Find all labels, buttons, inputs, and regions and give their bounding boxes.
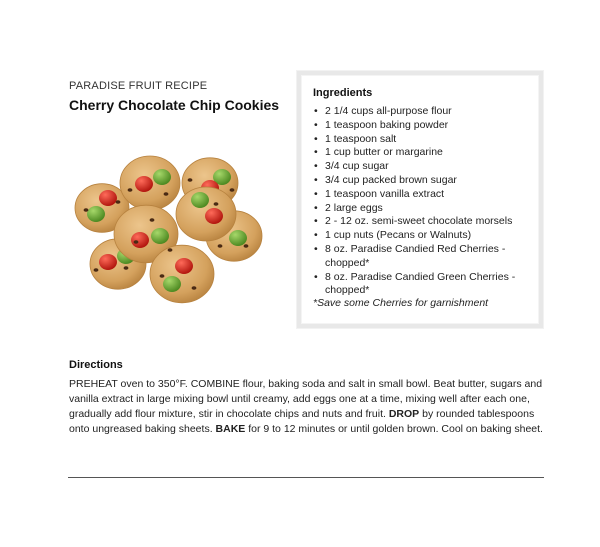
list-item: • 8 oz. Paradise Candied Green Cherries - chopped*: [313, 271, 535, 299]
list-item: • 3/4 cup sugar: [313, 160, 535, 174]
ingredients-list: [313, 105, 535, 298]
green-cherry: [163, 276, 181, 292]
list-item: • 1 teaspoon vanilla extract: [313, 188, 535, 202]
directions-part: by rounded tablespoons onto ungreased baking sheets.: [69, 408, 535, 435]
chocolate-chip: [116, 200, 121, 204]
ingredients-box: [297, 71, 543, 328]
recipe-brand: PARADISE FRUIT RECIPE: [69, 80, 208, 92]
green-cherry: [191, 192, 209, 208]
chocolate-chip: [94, 268, 99, 272]
chocolate-chip: [188, 178, 193, 182]
chocolate-chip: [168, 248, 173, 252]
ingredients-note: *Save some Cherries for garnishment: [313, 297, 489, 309]
red-cherry: [205, 208, 223, 224]
list-item: • 1 teaspoon baking powder: [313, 119, 535, 133]
directions-heading: Directions: [69, 359, 123, 371]
list-item: • 2 - 12 oz. semi-sweet chocolate morsels: [313, 215, 535, 229]
red-cherry: [99, 190, 117, 206]
green-cherry: [87, 206, 105, 222]
list-item: • 1 teaspoon salt: [313, 133, 535, 147]
chocolate-chip: [134, 240, 139, 244]
list-item: • 2 large eggs: [313, 202, 535, 216]
green-cherry: [153, 169, 171, 185]
chocolate-chip: [84, 208, 89, 212]
ingredients-heading: Ingredients: [313, 87, 373, 99]
chocolate-chip: [218, 244, 223, 248]
directions-part: for 9 to 12 minutes or until golden brown. Cool on baking sheet.: [245, 423, 543, 435]
directions-text: [69, 377, 547, 437]
chocolate-chip: [128, 188, 133, 192]
red-cherry: [175, 258, 193, 274]
green-cherry: [229, 230, 247, 246]
chocolate-chip: [164, 192, 169, 196]
cookie: [150, 245, 214, 303]
list-item: • 8 oz. Paradise Candied Red Cherries - chopped*: [313, 243, 535, 271]
directions-part: PREHEAT oven to 350°F. COMBINE flour, baking soda and salt in small bowl. Beat butter, sugars and vanilla extract in large mixing bowl until creamy, add eggs one at a time, mixing well after each one, gradually add flour mixture, stir in chocolate chips and nuts and fruit.: [69, 378, 543, 420]
chocolate-chip: [192, 286, 197, 290]
chocolate-chip: [230, 188, 235, 192]
red-cherry: [135, 176, 153, 192]
red-cherry: [99, 254, 117, 270]
list-item: • 1 cup nuts (Pecans or Walnuts): [313, 229, 535, 243]
directions-bake: BAKE: [215, 423, 246, 435]
green-cherry: [151, 228, 169, 244]
chocolate-chip: [214, 202, 219, 206]
chocolate-chip: [124, 266, 129, 270]
chocolate-chip: [160, 274, 165, 278]
red-cherry: [131, 232, 149, 248]
directions-drop: DROP: [388, 408, 420, 420]
divider: [68, 477, 544, 478]
chocolate-chip: [150, 218, 155, 222]
list-item: • 1 cup butter or margarine: [313, 146, 535, 160]
chocolate-chip: [244, 244, 249, 248]
recipe-title: Cherry Chocolate Chip Cookies: [69, 97, 280, 113]
list-item: • 3/4 cup packed brown sugar: [313, 174, 535, 188]
cookies-image: [66, 150, 270, 310]
list-item: • 2 1/4 cups all-purpose flour: [313, 105, 535, 119]
